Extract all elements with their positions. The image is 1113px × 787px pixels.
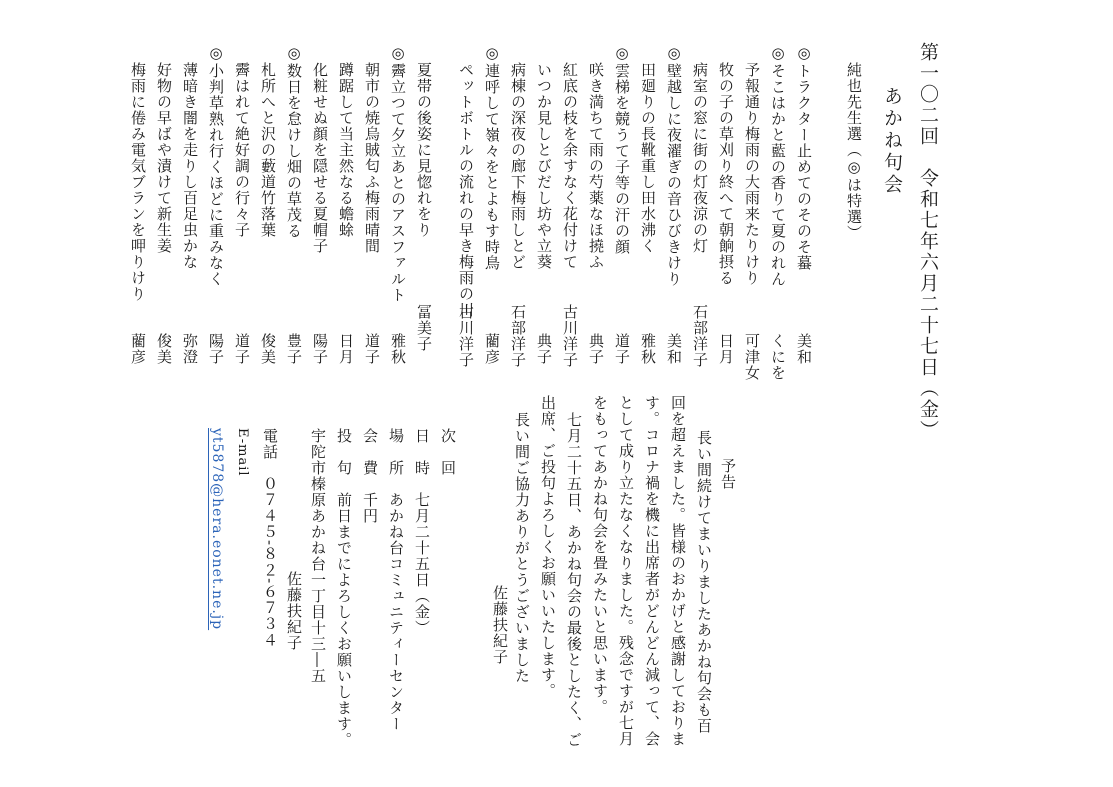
haiku-text: 紅底の枝を余すなく花付けて [561,62,579,270]
notice-line: として成り立たなくなりました。残念ですが七月 [617,395,635,747]
notice-line: 回を超えました。皆様のおかげと感謝しておりま [669,395,687,747]
next-meeting-line: 会 費 千円 [361,428,379,524]
notice-line: 長い間ご協力ありがとうございました [513,412,531,684]
haiku-author: 典子 [535,333,553,365]
notice-line: す。コロナ禍を機に出席者がどんどん減って、会 [643,395,661,747]
next-meeting-line: 投 句 前日までによろしくお願いします。 [335,428,353,748]
group-name: あかね句会 [881,86,903,196]
haiku-text: ◎雲梯を競うて子等の汗の顔 [613,44,631,255]
haiku-author: 典子 [587,333,605,365]
haiku-text: ◎連呼して嶺々をとよもす時鳥 [483,44,501,271]
haiku-text: 朝市の焼烏賊匂ふ梅雨晴間 [363,62,381,254]
haiku-author: 雅秋 [389,333,407,365]
haiku-text: ◎小判草熟れ行くほどに重みなく [207,44,225,287]
haiku-author: 弥澄 [181,333,199,365]
haiku-author: 藺彦 [483,333,501,365]
haiku-author: 道子 [233,333,251,365]
haiku-text: ◎壁越しに夜濯ぎの音ひびきけり [665,44,683,287]
haiku-text: 蹲踞して当主然なる蟾蜍 [337,62,355,238]
haiku-author: 雅秋 [639,333,657,365]
email-link[interactable]: yt5878@hera.eonet.ne.jp [209,428,225,631]
next-meeting-heading: 次 回 [439,428,457,476]
haiku-author: 俊美 [155,333,173,365]
email-label: E-mail [235,428,250,477]
haiku-author: 日月 [337,333,355,365]
haiku-text: 咲き満ちて雨の芍薬なほ撓ふ [587,62,605,270]
haiku-text: 病棟の深夜の廊下梅雨しとど [509,62,527,270]
haiku-text: 札所へと沢の藪道竹落葉 [259,62,277,238]
contact-phone: 電話 ０７４５-８２-６７３４ [261,428,279,649]
haiku-text: いつか見しとびだし坊や立葵 [535,62,553,270]
notice-signature: 佐藤扶紀子 [491,585,509,665]
haiku-author: 古川洋子 [561,304,579,368]
haiku-text: ペットボトルの流れの早き梅雨の川 [457,62,475,318]
haiku-author: 俊美 [259,333,277,365]
haiku-author: 古川洋子 [457,304,475,368]
notice-line: 七月二十五日、あかね句会の最後としたく、ご [565,412,583,748]
issue-title: 第一〇二回 令和七年六月二十七日（金） [917,42,939,441]
next-meeting-line: 場 所 あかね台コミュニティーセンター [387,428,405,732]
notice-heading: 予告 [719,458,737,490]
haiku-text: 田廻りの長靴重し田水沸く [639,62,657,254]
haiku-text: ◎霽立つて夕立あとのアスファルト [389,44,407,303]
notice-line: をもってあかね句会を畳みたいと思います。 [591,395,609,715]
haiku-text: 病室の窓に街の灯夜涼の灯 [691,62,709,254]
haiku-author: 可津女 [743,333,761,381]
notice-line: 出席、ご投句よろしくお願いいたします。 [539,395,557,699]
haiku-author: 陽子 [311,333,329,365]
haiku-author: 美和 [795,333,813,365]
haiku-text: 梅雨に倦み電気ブランを呷りけり [129,62,147,302]
haiku-author: 石部洋子 [691,304,709,368]
haiku-author: 藺彦 [129,333,147,365]
next-meeting-line: 宇陀市榛原あかね台一丁目十三―五 [309,428,327,684]
haiku-author: 美和 [665,333,683,365]
notice-line: 長い間続けてまいりましたあかね句会も百 [695,430,713,734]
haiku-author: 道子 [363,333,381,365]
haiku-text: 化粧せぬ顔を隠せる夏帽子 [311,62,329,254]
haiku-text: ◎そこはかと藍の香りて夏のれん [769,44,787,287]
haiku-author: くにを [769,333,787,381]
haiku-author: 日月 [717,333,735,365]
haiku-text: ◎数日を怠けし畑の草茂る [285,44,303,239]
haiku-text: 予報通り梅雨の大雨来たりけり [743,62,761,286]
selector-note: 純也先生選（◎は特選） [845,62,863,241]
next-meeting-line: 日 時 七月二十五日（金） [413,428,431,636]
contact-name: 佐藤扶紀子 [285,571,303,651]
haiku-author: 石部洋子 [509,304,527,368]
haiku-text: 霽はれて絶好調の行々子 [233,62,251,238]
haiku-text: 薄暗き闇を走りし百足虫かな [181,62,199,270]
haiku-author: 豊子 [285,333,303,365]
haiku-author: 冨美子 [415,304,433,352]
haiku-text: ◎トラクター止めてのそのそ蟇 [795,44,813,271]
haiku-author: 道子 [613,333,631,365]
haiku-author: 陽子 [207,333,225,365]
haiku-text: 牧の子の草刈り終へて朝餉摂る [717,62,735,286]
haiku-text: 夏帯の後姿に見惚れをり [415,62,433,238]
haiku-text: 好物の早ばや漬けて新生姜 [155,62,173,254]
